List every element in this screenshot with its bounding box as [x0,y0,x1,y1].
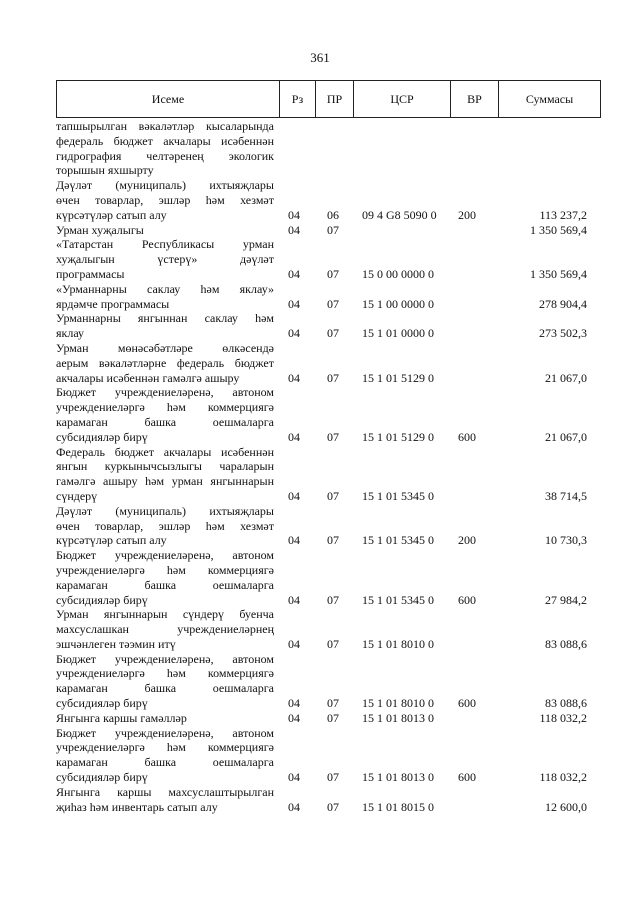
row-sum: 273 502,3 [539,326,587,341]
row-name-line: Дәүләт (муниципаль) ихтыяҗлары [56,503,274,518]
table-row [56,282,601,312]
row-name-line: карамаган башка оешмаларга [56,755,274,770]
row-rz: 04 [288,488,300,503]
header-vr: ВР [450,81,498,117]
row-rz: 04 [288,799,300,814]
row-csr: 15 1 01 5129 0 [362,370,434,385]
row-sum: 118 032,2 [539,710,587,725]
row-name-line: аерым вәкаләтләрне федераль бюджет [56,355,274,370]
row-pr: 07 [327,799,339,814]
table-row [56,341,601,385]
row-name-line: карамаган башка оешмаларга [56,577,274,592]
table-row [56,223,601,238]
row-name-line: карамаган башка оешмаларга [56,414,274,429]
row-name-line: Бюджет учреждениеләренә, автоном [56,725,274,740]
row-name [56,726,274,785]
row-sum: 38 714,5 [545,488,587,503]
row-pr: 07 [327,696,339,711]
row-name-line: субсидияләр бирү [56,429,148,444]
row-name-line: ярдәмче программасы [56,296,170,311]
row-rz: 04 [288,266,300,281]
row-name-line: күрсәтүләр сатып алу [56,533,167,548]
row-name-line: махсуслашкан учреждениеләрнең [56,622,274,637]
row-name-line: Урман янгыннарын сүндерү буенча [56,607,274,622]
row-name-line: Янгынга каршы гамәлләр [56,710,187,725]
row-name-line: учреждениеләргә һәм коммерциягә [56,666,274,681]
row-sum: 1 350 569,4 [530,222,587,237]
row-pr: 07 [327,296,339,311]
row-csr: 09 4 G8 5090 0 [362,207,437,222]
row-rz: 04 [288,533,300,548]
row-name-line: хуҗалыгын үстерү» дәүләт [56,252,274,267]
row-name [56,237,274,281]
row-name-line: Янгынга каршы махсуслаштырылган [56,784,274,799]
table-row [56,652,601,711]
row-csr: 15 1 01 8013 0 [362,710,434,725]
row-csr: 15 1 01 8010 0 [362,636,434,651]
row-csr: 15 1 01 5345 0 [362,488,434,503]
row-name-line: «Урманнарны саклау һәм яклау» [56,281,274,296]
row-csr: 15 1 01 5129 0 [362,429,434,444]
row-sum: 21 067,0 [545,429,587,444]
row-pr: 07 [327,533,339,548]
header-sum: Суммасы [498,81,600,117]
row-vr: 200 [458,533,476,548]
row-name-line: сүндерү [56,488,98,503]
row-pr: 07 [327,488,339,503]
row-name-line: өчен товарлар, эшләр һәм хезмәт [56,518,274,533]
row-name-line: программасы [56,266,125,281]
row-pr: 07 [327,592,339,607]
table-row [56,726,601,785]
row-name [56,311,274,341]
row-rz: 04 [288,770,300,785]
table-header [56,80,601,118]
row-name [56,178,274,222]
row-sum: 83 088,6 [545,636,587,651]
row-name [56,223,274,238]
row-name-line: Федераль бюджет акчалары исәбеннән [56,444,274,459]
table-row [56,311,601,341]
row-name-line: гамәлгә ашыру һәм урман янгыннарын [56,474,274,489]
row-name-line: эшчәнлеген тәэмин итү [56,636,176,651]
header-csr: ЦСР [353,81,450,117]
row-name [56,652,274,711]
row-csr: 15 1 00 0000 0 [362,296,434,311]
row-name-line: гидрография челтәренең экологик [56,148,274,163]
row-pr: 07 [327,222,339,237]
row-name [56,282,274,312]
table-row [56,385,601,444]
row-pr: 07 [327,429,339,444]
row-sum: 10 730,3 [545,533,587,548]
row-sum: 278 904,4 [539,296,587,311]
row-name [56,504,274,548]
table-body [56,119,601,814]
row-csr: 15 1 01 5345 0 [362,533,434,548]
row-name-line: тапшырылган вәкаләтләр кысаларында [56,119,274,133]
row-name-line: Бюджет учреждениеләренә, автоном [56,651,274,666]
row-sum: 118 032,2 [539,770,587,785]
table-row [56,607,601,651]
row-sum: 113 237,2 [539,207,587,222]
row-csr: 15 1 01 0000 0 [362,326,434,341]
row-name-line: Урман хуҗалыгы [56,222,144,237]
row-vr: 200 [458,207,476,222]
row-rz: 04 [288,296,300,311]
table-row [56,711,601,726]
row-pr: 07 [327,710,339,725]
row-rz: 04 [288,636,300,651]
row-name [56,785,274,815]
row-name [56,607,274,651]
row-pr: 07 [327,770,339,785]
row-name-line: торышын яхшырту [56,163,154,178]
row-rz: 04 [288,370,300,385]
row-pr: 07 [327,266,339,281]
row-name-line: учреждениеләргә һәм коммерциягә [56,740,274,755]
row-name-line: акчалары исәбеннән гамәлгә ашыру [56,370,240,385]
table-row [56,548,601,607]
row-csr: 15 0 00 0000 0 [362,266,434,281]
row-name-line: яклау [56,326,85,341]
row-name-line: учреждениеләргә һәм коммерциягә [56,562,274,577]
row-name [56,548,274,607]
row-pr: 07 [327,636,339,651]
row-csr: 15 1 01 8013 0 [362,770,434,785]
row-name-line: субсидияләр бирү [56,770,148,785]
table-row [56,237,601,281]
row-name [56,385,274,444]
header-pr: ПР [315,81,353,117]
header-name: Исеме [151,92,185,106]
row-sum: 12 600,0 [545,799,587,814]
row-csr: 15 1 01 5345 0 [362,592,434,607]
row-sum: 1 350 569,4 [530,266,587,281]
row-rz: 04 [288,326,300,341]
row-vr: 600 [458,770,476,785]
row-rz: 04 [288,592,300,607]
row-sum: 83 088,6 [545,696,587,711]
row-name [56,119,274,178]
row-vr: 600 [458,696,476,711]
row-pr: 06 [327,207,339,222]
row-name-line: федераль бюджет акчалары исәбеннән [56,133,274,148]
row-pr: 07 [327,370,339,385]
row-name-line: субсидияләр бирү [56,592,148,607]
table-row [56,178,601,222]
header-rz: Рз [279,81,315,117]
row-name-line: күрсәтүләр сатып алу [56,207,167,222]
row-rz: 04 [288,207,300,222]
row-rz: 04 [288,222,300,237]
row-sum: 27 984,2 [545,592,587,607]
row-name-line: карамаган башка оешмаларга [56,681,274,696]
row-name-line: өчен товарлар, эшләр һәм хезмәт [56,192,274,207]
row-csr: 15 1 01 8010 0 [362,696,434,711]
row-vr: 600 [458,429,476,444]
row-csr: 15 1 01 8015 0 [362,799,434,814]
row-vr: 600 [458,592,476,607]
row-name-line: җиһаз һәм инвентарь сатып алу [56,799,218,814]
row-rz: 04 [288,696,300,711]
row-rz: 04 [288,710,300,725]
row-name-line: Бюджет учреждениеләренә, автоном [56,548,274,563]
row-name [56,445,274,504]
table-row [56,504,601,548]
row-name-line: Дәүләт (муниципаль) ихтыяҗлары [56,178,274,193]
row-rz: 04 [288,429,300,444]
row-name-line: Бюджет учреждениеләренә, автоном [56,385,274,400]
row-name-line: Урманнарны янгыннан саклау һәм [56,311,274,326]
page-number: 361 [310,50,330,65]
row-name-line: янгын куркынычсызлыгы чараларын [56,459,274,474]
row-pr: 07 [327,326,339,341]
table-row [56,445,601,504]
row-name-line: учреждениеләргә һәм коммерциягә [56,400,274,415]
row-name-line: Урман мөнәсәбәтләре өлкәсендә [56,340,274,355]
row-name-line: субсидияләр бирү [56,696,148,711]
row-name [56,711,274,726]
table-row [56,785,601,815]
row-name-line: «Татарстан Республикасы урман [56,237,274,252]
row-sum: 21 067,0 [545,370,587,385]
table-row [56,119,601,178]
row-name [56,341,274,385]
